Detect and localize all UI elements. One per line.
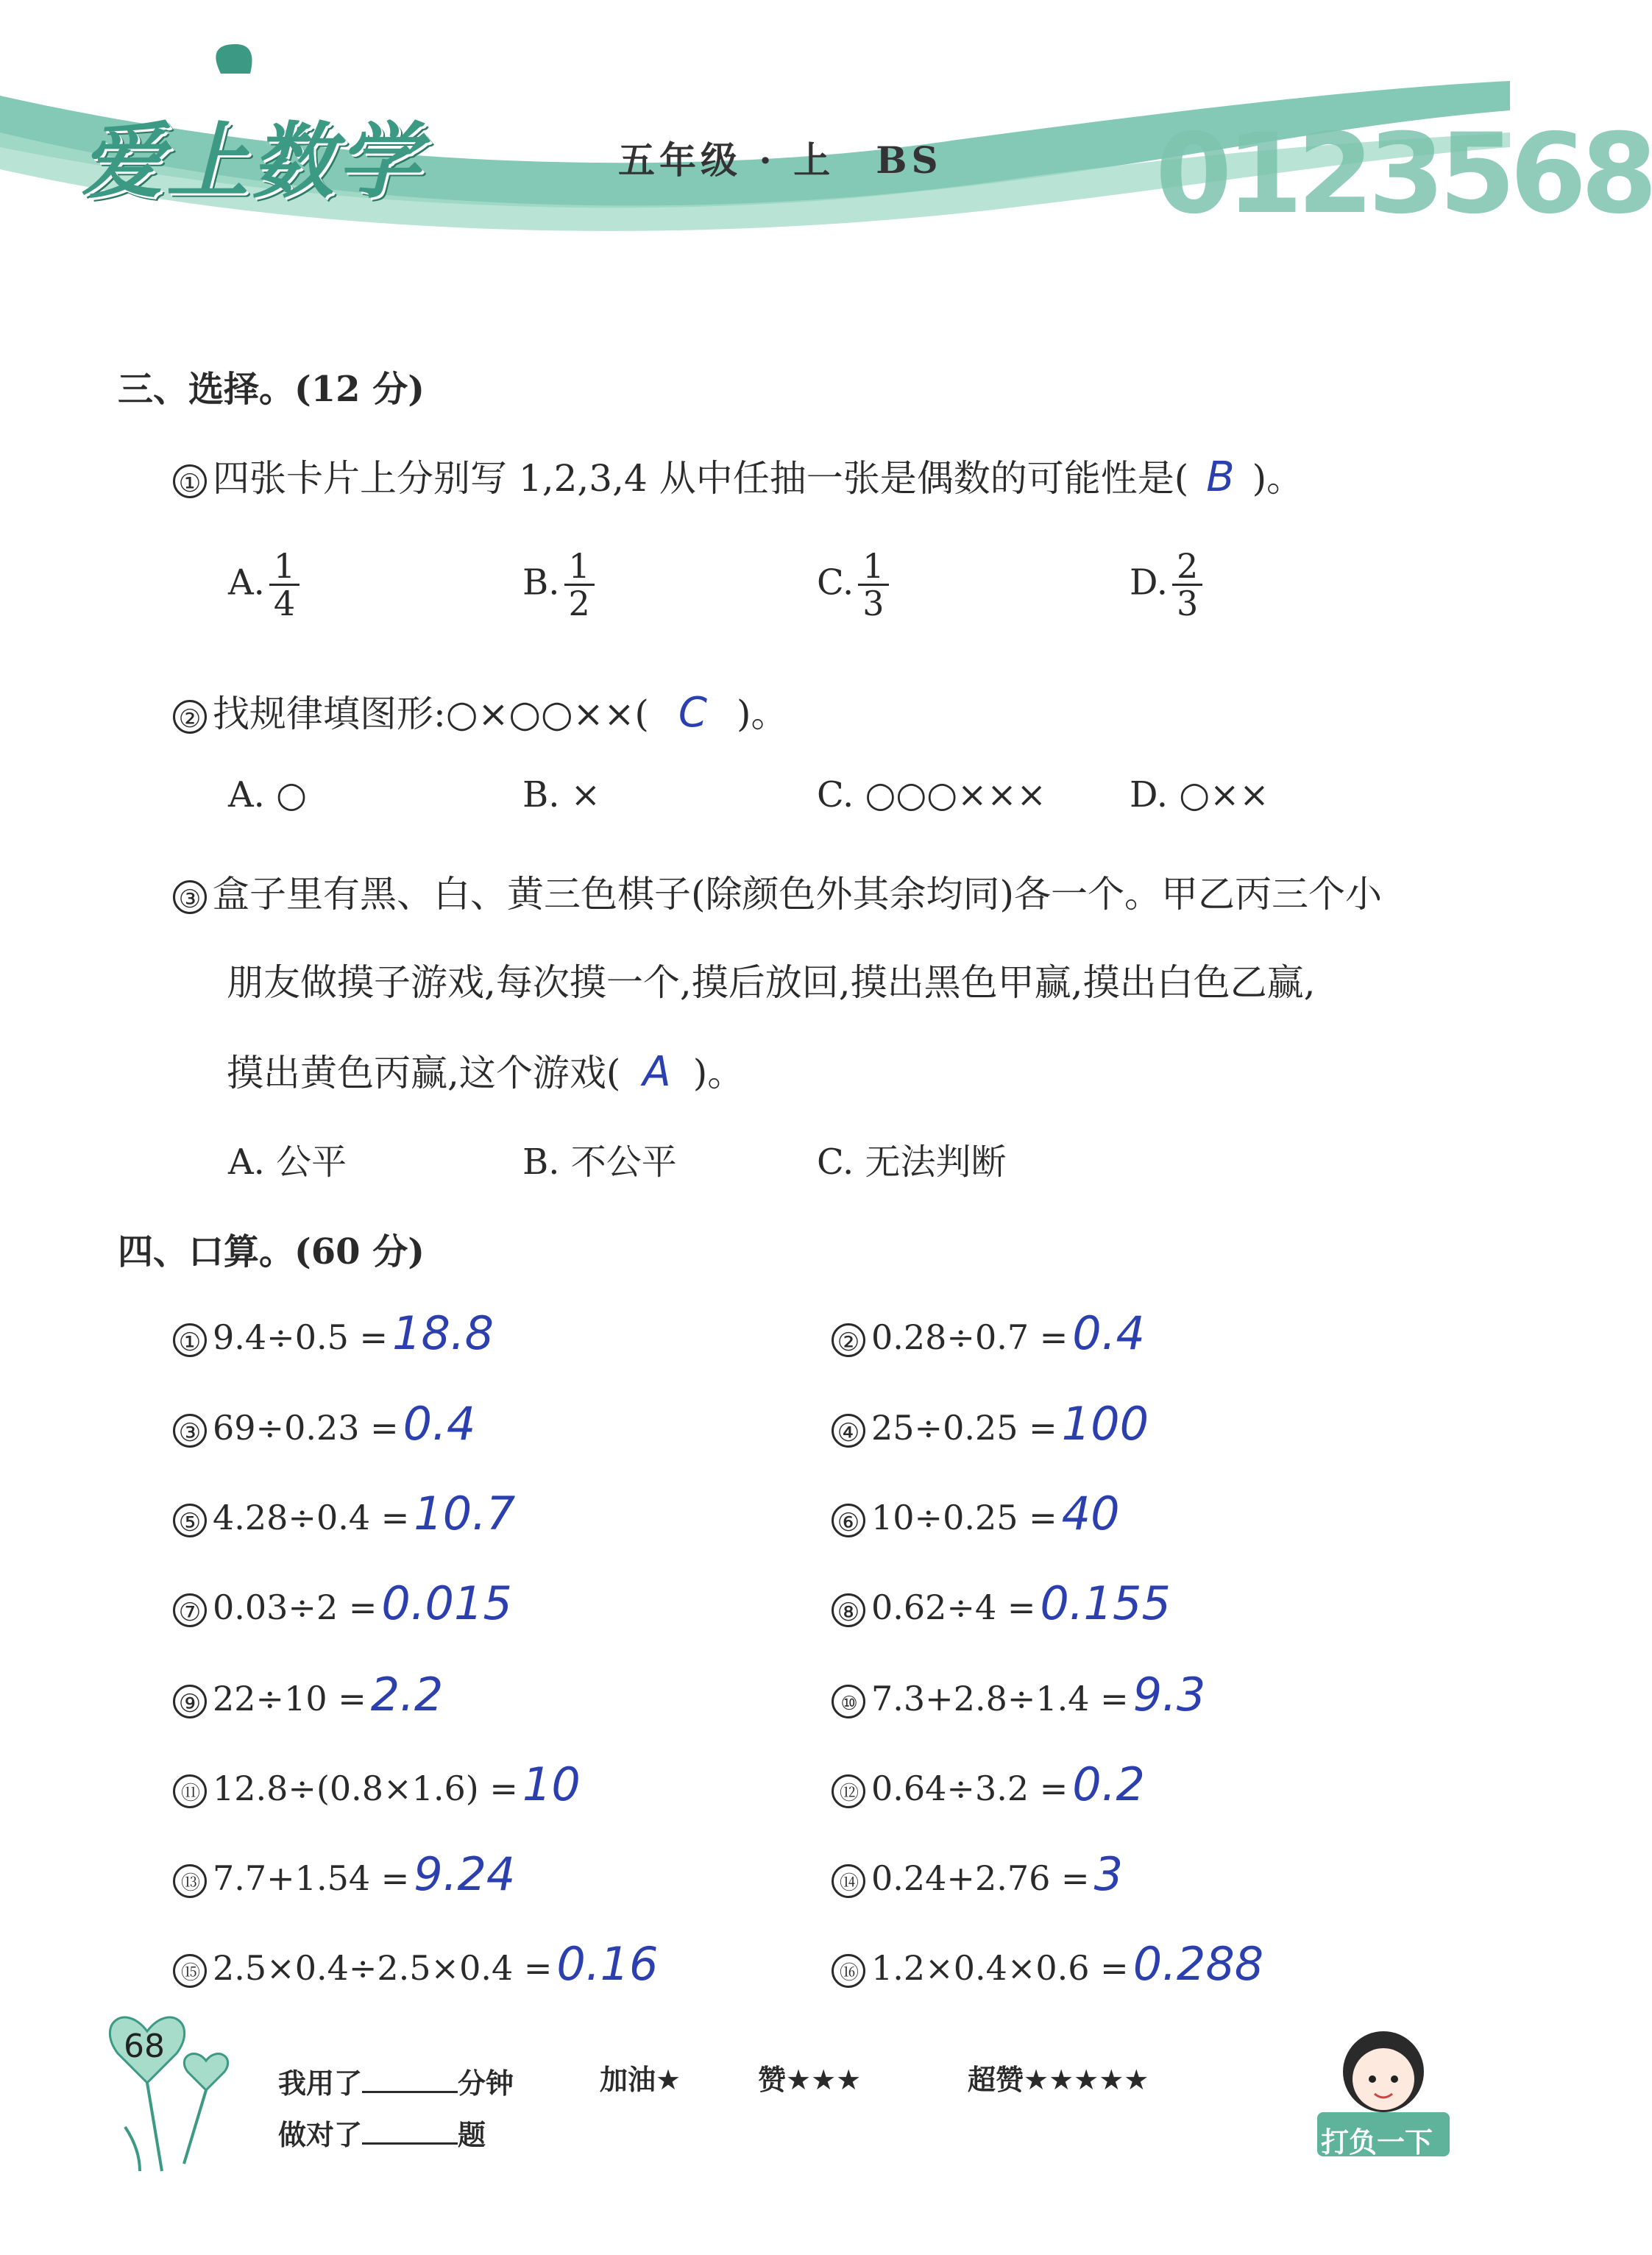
option-c: C. ○○○××× xyxy=(817,774,1046,815)
fraction: $\frac{2}{3}$ xyxy=(1172,548,1202,622)
section3-title: 三、选择。(12 分) xyxy=(118,369,425,410)
mascot-badge-text: 打负一下 xyxy=(1321,2126,1433,2159)
question-text: 四张卡片上分别写 1,2,3,4 从中任抽一张是偶数的可能性是( xyxy=(213,457,1189,500)
calc-item: ⑪ 12.8÷(0.8×1.6) =10 xyxy=(173,1757,581,1811)
calc-item: ④ 25÷0.25 =100 xyxy=(832,1397,1149,1451)
calc-item: ⑫ 0.64÷3.2 =0.2 xyxy=(832,1757,1145,1811)
rating-excellent: 超赞★★★★★ xyxy=(968,2064,1149,2096)
question-1 xyxy=(173,449,1303,502)
handwritten-answer: 9.24 xyxy=(414,1847,516,1901)
option-b: B. × xyxy=(522,774,601,815)
rating-encourage: 加油★ xyxy=(600,2064,681,2096)
option-a: A. ○ xyxy=(228,774,308,815)
option-d: D. ○×× xyxy=(1130,774,1269,815)
question-number: ① xyxy=(173,464,207,498)
question-text-line1: 盒子里有黑、白、黄三色棋子(除颜色外其余均同)各一个。甲乙丙三个小 xyxy=(213,873,1383,916)
question-3 xyxy=(173,865,1382,918)
handwritten-answer: 18.8 xyxy=(392,1306,494,1360)
question-number: ② xyxy=(173,700,207,734)
calc-item: ⑯ 1.2×0.4×0.6 =0.288 xyxy=(832,1937,1263,1991)
fraction: $\frac{1}{2}$ xyxy=(564,548,595,622)
handwritten-answer: 0.4 xyxy=(403,1397,476,1451)
option-c: C. 无法判断 xyxy=(817,1141,1007,1183)
calc-item: ⑨ 22÷10 =2.2 xyxy=(173,1668,443,1721)
correct-count-field: 做对了 题 xyxy=(278,2119,486,2151)
handwritten-answer: B xyxy=(1206,453,1235,501)
handwritten-answer: 10 xyxy=(522,1757,581,1811)
question-text: 找规律填图形:○×○○××( xyxy=(213,693,649,735)
calc-item: ⑤ 4.28÷0.4 =10.7 xyxy=(173,1487,515,1540)
question-text-end: )。 xyxy=(737,693,788,735)
option-c: C. $\frac{1}{3}$ xyxy=(817,548,889,622)
flower-decoration-icon xyxy=(96,2002,243,2178)
handwritten-answer: 10.7 xyxy=(414,1487,516,1540)
handwritten-answer: 9.3 xyxy=(1132,1668,1206,1721)
calc-item: ① 9.4÷0.5 =18.8 xyxy=(173,1306,494,1360)
question-2 xyxy=(173,684,788,737)
option-d: D. $\frac{2}{3}$ xyxy=(1130,548,1202,622)
time-spent-field: 我用了 分钟 xyxy=(278,2067,514,2100)
calc-item: ⑮ 2.5×0.4÷2.5×0.4 =0.16 xyxy=(173,1937,658,1991)
handwritten-answer: 0.16 xyxy=(556,1937,659,1991)
section4-title: 四、口算。(60 分) xyxy=(118,1231,425,1272)
handwritten-answer: 0.015 xyxy=(381,1576,512,1630)
question-text-line2: 朋友做摸子游戏,每次摸一个,摸后放回,摸出黑色甲赢,摸出白色乙赢, xyxy=(227,961,1316,1004)
handwritten-answer: 3 xyxy=(1093,1847,1124,1901)
page-number: 68 xyxy=(124,2028,165,2065)
calc-item: ③ 69÷0.23 =0.4 xyxy=(173,1397,475,1451)
rating-good: 赞★★★ xyxy=(758,2064,862,2096)
option-a: A. 公平 xyxy=(228,1141,347,1183)
calc-item: ⑧ 0.62÷4 =0.155 xyxy=(832,1576,1171,1630)
correct-blank xyxy=(362,2120,458,2145)
handwritten-answer: A xyxy=(642,1048,671,1096)
handwritten-answer: 100 xyxy=(1061,1397,1149,1451)
time-blank xyxy=(362,2069,458,2093)
option-a: A. $\frac{1}{4}$ xyxy=(228,548,299,622)
option-b: B. $\frac{1}{2}$ xyxy=(522,548,595,622)
question-number: ③ xyxy=(173,880,207,914)
calc-item: ⑩ 7.3+2.8÷1.4 =9.3 xyxy=(832,1668,1205,1721)
handwritten-answer: 0.4 xyxy=(1072,1306,1145,1360)
grade-label: 五年级 · 上 BS xyxy=(618,138,943,182)
calc-item: ⑬ 7.7+1.54 =9.24 xyxy=(173,1847,515,1901)
handwritten-answer: 0.155 xyxy=(1040,1576,1171,1630)
handwritten-answer: 40 xyxy=(1061,1487,1120,1540)
brand-logo-text: 爱上数学 xyxy=(81,113,422,210)
calc-item: ⑭ 0.24+2.76 =3 xyxy=(832,1847,1123,1901)
decorative-digits: 0123568 xyxy=(1155,110,1652,238)
handwritten-answer: 0.2 xyxy=(1072,1757,1145,1811)
calc-item: ② 0.28÷0.7 =0.4 xyxy=(832,1306,1145,1360)
handwritten-answer: 2.2 xyxy=(370,1668,444,1721)
handwritten-answer: C xyxy=(678,689,708,737)
question-text-end: )。 xyxy=(1252,457,1304,500)
handwritten-answer: 0.288 xyxy=(1132,1937,1264,1991)
calc-item: ⑦ 0.03÷2 =0.015 xyxy=(173,1576,512,1630)
fraction: $\frac{1}{3}$ xyxy=(858,548,888,622)
question-text-line3: 摸出黄色丙赢,这个游戏( A )。 xyxy=(227,1048,745,1096)
option-b: B. 不公平 xyxy=(522,1141,677,1183)
fraction: $\frac{1}{4}$ xyxy=(269,548,299,622)
calc-item: ⑥ 10÷0.25 =40 xyxy=(832,1487,1120,1540)
